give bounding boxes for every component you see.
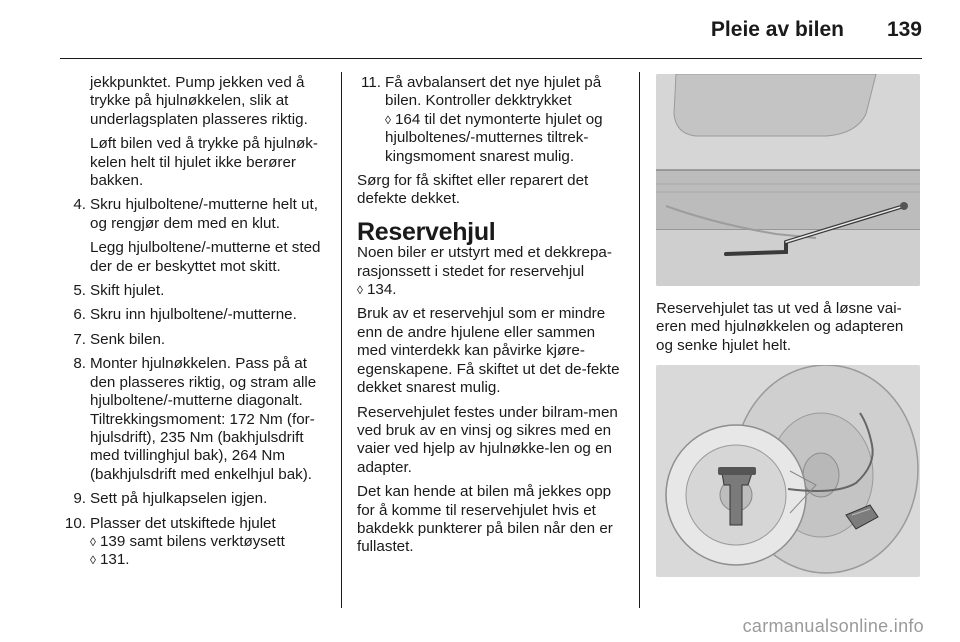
spare-wheel-illustration <box>656 365 920 577</box>
page-ref-arrow-icon: ◊ <box>90 534 96 549</box>
list-item-9: 9. Sett på hjulkapselen igjen. <box>73 490 268 508</box>
list-item-5: 5. Skift hjulet. <box>73 282 165 300</box>
paragraph: Sørg for få skiftet eller reparert det defekte dekket. <box>357 172 589 208</box>
page-ref-arrow-icon: ◊ <box>385 112 391 127</box>
wrench-illustration <box>656 74 920 286</box>
illustration-wheel-wrench-under-bumper <box>656 74 920 286</box>
paragraph: Reservehjulet festes under bilram-men ved bruk av en vinsj og sikres med en vaier ved hjelp av hjulnøkke-len og en adapter. <box>357 403 618 476</box>
header-title: Pleie av bilen <box>710 18 844 41</box>
watermark: carmanualsonline.info <box>742 616 924 636</box>
page-ref-arrow-icon: ◊ <box>90 553 96 568</box>
list-item-4: 4. Skru hjulboltene/-mutterne helt ut, og rengjør dem med en klut. Legg hjulboltene/-mutterne et sted der de er beskyttet mot skitt. <box>73 196 321 275</box>
paragraph: Det kan hende at bilen må jekkes opp for å komme til reservehjulet hvis et bakdekk punkterer på bilen når den er fullastet. <box>357 483 613 556</box>
paragraph: Noen biler er utstyrt med et dekkrepa-rasjonssett i stedet for reservehjul ◊ 134. <box>357 244 612 299</box>
page-ref-link[interactable]: 131. <box>99 551 130 569</box>
continued-step-text-2: Løft bilen ved å trykke på hjulnøk-kelen helt til hjulet ikke berører bakken. <box>90 135 318 190</box>
list-item-10: 10. Plasser det utskiftede hjulet ◊ 139 samt bilens verktøysett ◊ 131. <box>64 514 285 569</box>
illustration-spare-wheel-cable <box>656 365 920 577</box>
figure-caption: Reservehjulet tas ut ved å løsne vai-eren med hjulnøkkelen og adapteren og senke hjulet helt. <box>656 300 904 354</box>
list-item-7: 7. Senk bilen. <box>73 330 166 348</box>
page-ref-link[interactable]: 139 samt bilens verktøysett <box>99 532 285 550</box>
page-ref-arrow-icon: ◊ <box>357 283 363 298</box>
column-1 <box>62 74 330 576</box>
page-ref-link[interactable]: 164 til det nymonterte hjulet og hjulboltenes/-mutternes tiltrek-kingsmoment snarest mulig. <box>385 110 603 165</box>
column-divider-2 <box>639 72 640 608</box>
section-heading: Reservehjul <box>357 217 496 246</box>
column-divider-1 <box>341 72 342 608</box>
page-number: 139 <box>886 18 922 41</box>
page-ref-link[interactable]: 134. <box>366 281 397 299</box>
list-item-11: 11. Få avbalansert det nye hjulet på bilen. Kontroller dekktrykket ◊ 164 til det nymonterte hjulet og hjulboltenes/-mutternes tiltrek-kingsmoment snarest mulig. <box>361 74 603 165</box>
paragraph: Bruk av et reservehjul som er mindre enn de andre hjulene eller sammen med vinterdekk kan påvirke kjøre-egenskapene. Få skiftet ut det de-fekte dekket snarest mulig. <box>357 305 620 397</box>
list-item-6: 6. Skru inn hjulboltene/-mutterne. <box>73 306 297 324</box>
continued-step-text: jekkpunktet. Pump jekken ved å trykke på hjulnøkkelen, slik at underlagsplaten plasseres riktig. <box>90 74 308 128</box>
list-item-8: 8. Monter hjulnøkkelen. Pass på at den plasseres riktig, og stram alle hjulboltene/-mutterne diagonalt. Tiltrekkingsmoment: 172 Nm (for-hjulsdrift), 235 Nm (bakhjulsdrift med tvillinghjul bak), 264 Nm (bakhjulsdrift med enkelhjul bak). <box>73 355 317 483</box>
column-3 <box>656 74 920 577</box>
header-rule <box>60 58 922 59</box>
column-2 <box>357 74 625 563</box>
